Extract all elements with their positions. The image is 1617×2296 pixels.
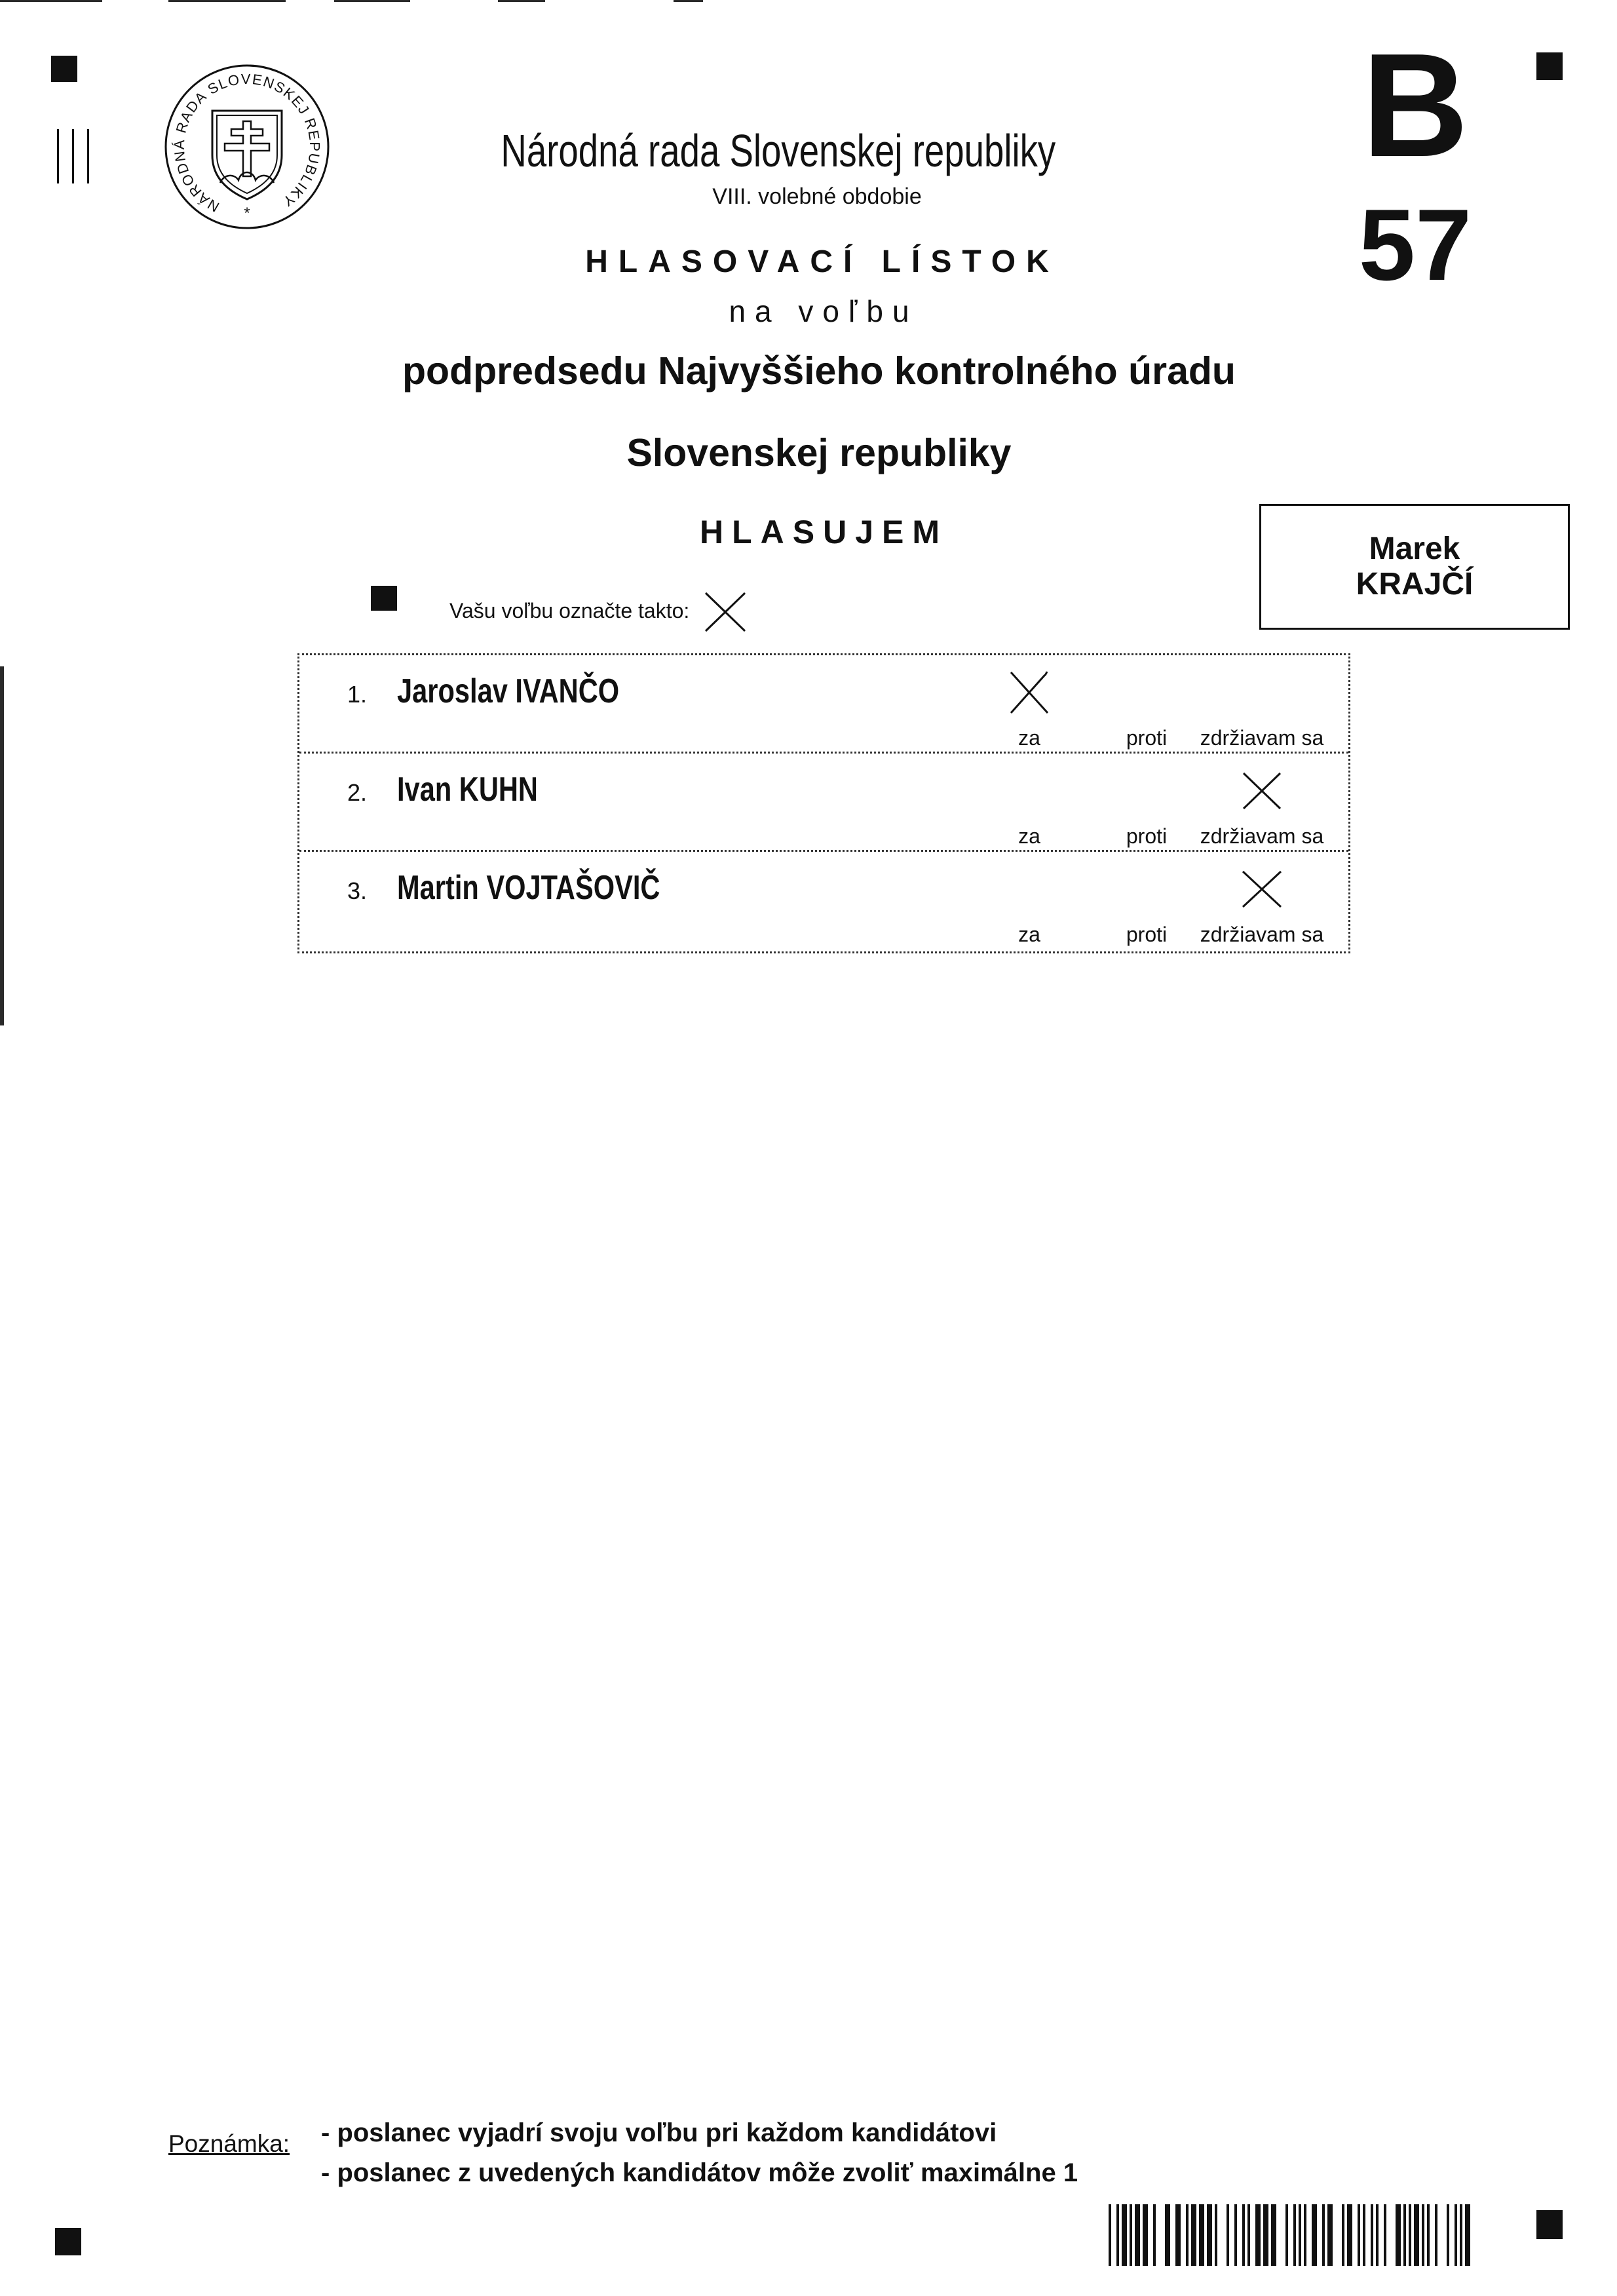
barcode-bar xyxy=(1271,2204,1276,2266)
instruction-marker xyxy=(371,586,397,611)
candidate-table xyxy=(297,653,1350,953)
scan-edge-artifact xyxy=(0,666,4,1025)
member-last-name: KRAJČÍ xyxy=(1356,567,1474,602)
barcode-bar xyxy=(1109,2204,1111,2266)
registration-mark-bottom-right xyxy=(1536,2210,1563,2239)
option-for: za xyxy=(1018,923,1040,946)
tick-line xyxy=(87,129,89,183)
barcode-bar xyxy=(1299,2204,1301,2266)
registration-mark-bottom-left xyxy=(55,2228,81,2255)
barcode-bar xyxy=(1191,2204,1196,2266)
scan-edge-artifact xyxy=(0,0,102,2)
barcode-bar xyxy=(1414,2204,1419,2266)
parliament-name: Národná rada Slovenskej republiky xyxy=(501,125,1056,176)
barcode-bar xyxy=(1234,2204,1237,2266)
ballot-series-letter: B xyxy=(1361,22,1469,187)
seal-lettering: NÁRODNÁ RADA SLOVENSKEJ REPUBLIKY xyxy=(170,70,324,216)
note-line: - poslanec vyjadrí svoju voľbu pri každom kandidátovi xyxy=(321,2118,997,2147)
barcode-bar xyxy=(1130,2204,1132,2266)
option-for: za xyxy=(1018,726,1040,750)
barcode-bar xyxy=(1455,2204,1457,2266)
member-name-box xyxy=(1259,504,1570,630)
barcode-bar xyxy=(1427,2204,1430,2266)
candidate-name: Jaroslav IVANČO xyxy=(397,672,620,710)
scan-edge-artifact xyxy=(498,0,545,2)
note-line: - poslanec z uvedených kandidátov môže zvoliť maximálne 1 xyxy=(321,2158,1078,2187)
election-position-line1: podpredsedu Najvyššieho kontrolného úradu xyxy=(402,349,1236,392)
parliament-seal xyxy=(164,64,330,230)
candidate-row xyxy=(299,752,1348,850)
seal-star: * xyxy=(244,204,250,222)
barcode xyxy=(1109,2204,1472,2266)
barcode-bar xyxy=(1342,2204,1344,2266)
barcode-bar xyxy=(1312,2204,1317,2266)
registration-mark-top-right xyxy=(1536,52,1563,80)
barcode-bar xyxy=(1304,2204,1306,2266)
option-abstain: zdržiavam sa xyxy=(1200,923,1324,946)
barcode-bar xyxy=(1116,2204,1119,2266)
candidate-number: 2. xyxy=(347,779,368,806)
option-against: proti xyxy=(1126,923,1168,946)
barcode-bar xyxy=(1199,2204,1204,2266)
barcode-bar xyxy=(1447,2204,1449,2266)
vote-heading: HLASUJEM xyxy=(699,514,949,550)
parliament-term: VIII. volebné obdobie xyxy=(712,184,922,209)
parliament-name-block xyxy=(393,125,1163,176)
barcode-bar xyxy=(1242,2204,1245,2266)
election-position-line2: Slovenskej republiky xyxy=(626,431,1012,474)
barcode-bar xyxy=(1215,2204,1217,2266)
barcode-bar xyxy=(1247,2204,1250,2266)
candidate-number: 1. xyxy=(347,681,368,708)
barcode-bar xyxy=(1255,2204,1261,2266)
barcode-bar xyxy=(1207,2204,1212,2266)
candidate-row xyxy=(299,655,1348,752)
candidate-row xyxy=(299,850,1348,951)
barcode-bar xyxy=(1384,2204,1386,2266)
scan-edge-artifact xyxy=(168,0,286,2)
barcode-bar xyxy=(1327,2204,1333,2266)
instruction-text: Vašu voľbu označte takto: xyxy=(449,599,690,622)
barcode-bar xyxy=(1135,2204,1140,2266)
scan-edge-artifact xyxy=(334,0,410,2)
barcode-bar xyxy=(1435,2204,1437,2266)
barcode-bar xyxy=(1460,2204,1462,2266)
coat-of-arms-icon xyxy=(212,111,282,199)
option-against: proti xyxy=(1126,824,1168,848)
ballot-number: 57 xyxy=(1358,188,1472,301)
barcode-bar xyxy=(1322,2204,1325,2266)
barcode-bar xyxy=(1376,2204,1379,2266)
option-abstain: zdržiavam sa xyxy=(1200,726,1324,750)
scan-edge-artifact xyxy=(674,0,703,2)
candidate-name: Martin VOJTAŠOVIČ xyxy=(397,869,660,907)
member-name xyxy=(1261,531,1568,602)
barcode-bar xyxy=(1403,2204,1406,2266)
barcode-bar xyxy=(1358,2204,1360,2266)
vote-mark xyxy=(1240,866,1284,912)
example-cross-icon xyxy=(703,590,748,634)
note-label: Poznámka: xyxy=(168,2130,290,2157)
barcode-bar xyxy=(1263,2204,1268,2266)
barcode-bar xyxy=(1175,2204,1181,2266)
barcode-bar xyxy=(1293,2204,1296,2266)
barcode-bar xyxy=(1422,2204,1424,2266)
option-against: proti xyxy=(1126,726,1168,750)
vote-mark xyxy=(1008,670,1051,716)
barcode-bar xyxy=(1143,2204,1148,2266)
registration-mark-top-left xyxy=(51,56,77,82)
barcode-bar xyxy=(1396,2204,1401,2266)
barcode-bar xyxy=(1186,2204,1189,2266)
barcode-bar xyxy=(1153,2204,1156,2266)
barcode-bar xyxy=(1122,2204,1127,2266)
barcode-bar xyxy=(1165,2204,1170,2266)
candidate-number: 3. xyxy=(347,877,368,904)
barcode-bar xyxy=(1409,2204,1411,2266)
ballot-subtitle: na voľbu xyxy=(729,294,919,328)
ballot-title: HLASOVACÍ LÍSTOK xyxy=(585,244,1059,279)
barcode-bar xyxy=(1227,2204,1229,2266)
barcode-bar xyxy=(1371,2204,1373,2266)
barcode-bar xyxy=(1465,2204,1470,2266)
option-abstain: zdržiavam sa xyxy=(1200,824,1324,848)
member-first-name: Marek xyxy=(1369,531,1460,566)
barcode-bar xyxy=(1363,2204,1365,2266)
tick-line xyxy=(57,129,59,183)
vote-mark xyxy=(1240,768,1284,814)
tick-line xyxy=(72,129,74,183)
candidate-name: Ivan KUHN xyxy=(397,771,538,809)
option-for: za xyxy=(1018,824,1040,848)
barcode-bar xyxy=(1285,2204,1288,2266)
barcode-bar xyxy=(1347,2204,1352,2266)
